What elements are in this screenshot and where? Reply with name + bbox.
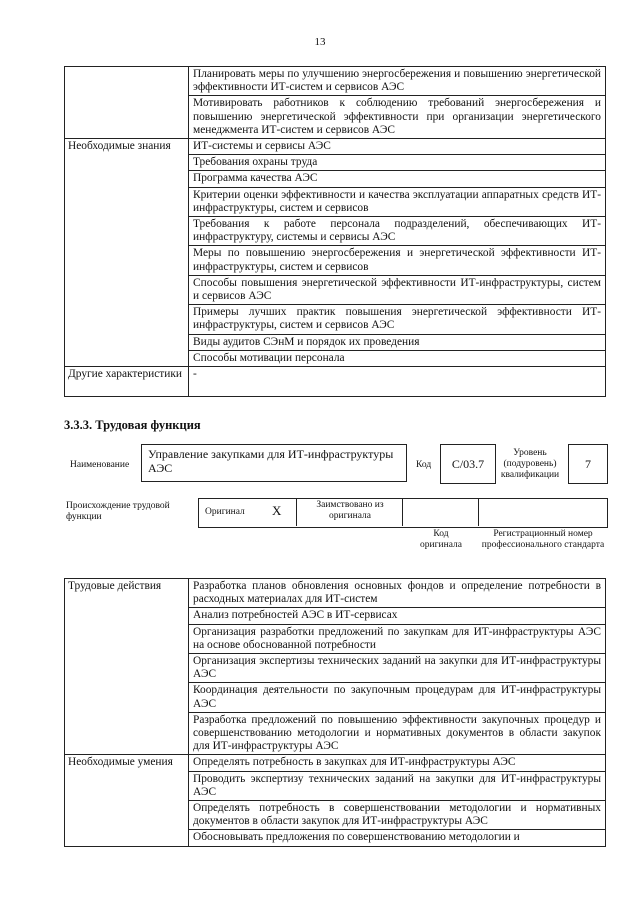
table-row xyxy=(65,755,606,771)
origin-label: Происхождение трудовой функции xyxy=(66,501,170,522)
row-text: ИТ-системы и сервисы АЭС xyxy=(189,139,606,155)
actions-table xyxy=(64,578,606,847)
code-original-caption: Код оригинала xyxy=(420,529,462,550)
divider xyxy=(402,498,403,526)
function-code: C/03.7 xyxy=(440,444,496,484)
origin-box xyxy=(198,498,608,528)
row-text: Меры по повышению энергосбережения и энергетической эффективности ИТ-инфраструктуры, систем и сервисов xyxy=(189,246,606,275)
knowledge-table xyxy=(64,66,606,397)
function-name: Управление закупками для ИТ-инфраструктуры АЭС xyxy=(141,444,407,482)
table-row xyxy=(65,67,606,96)
row-text: Мотивировать работников к соблюдению требований энергосбережения и повышению энергетической эффективности при организации энергетического менеджмента ИТ-систем и сервисов АЭС xyxy=(189,96,606,139)
divider xyxy=(478,498,479,526)
reg-number-caption: Регистрационный номер профессионального стандарта xyxy=(481,529,605,550)
row-text: Разработка предложений по повышению эффективности закупочных процедур и совершенствованию методологии и нормативных документов в области закупок для ИТ-инфраструктуры АЭС xyxy=(189,712,606,755)
row-text: Проводить экспертизу технических заданий на закупки для ИТ-инфраструктуры АЭС xyxy=(189,771,606,800)
row-text: Организация экспертизы технических заданий на закупки для ИТ-инфраструктуры АЭС xyxy=(189,654,606,683)
row-label-other: Другие характеристики xyxy=(65,367,189,397)
row-text: Анализ потребностей АЭС в ИТ-сервисах xyxy=(189,608,606,624)
table-row xyxy=(65,139,606,155)
table-row xyxy=(65,367,606,397)
row-label-skills: Необходимые умения xyxy=(65,755,189,846)
row-text: - xyxy=(189,367,606,397)
row-label-empty xyxy=(65,67,189,139)
row-text: Способы мотивации персонала xyxy=(189,350,606,366)
row-text: Требования охраны труда xyxy=(189,155,606,171)
row-text: Организация разработки предложений по закупкам для ИТ-инфраструктуры АЭС на основе обоснованной потребности xyxy=(189,624,606,653)
level-value: 7 xyxy=(568,444,608,484)
table-row xyxy=(65,579,606,608)
original-label: Оригинал xyxy=(205,507,245,517)
row-text: Координация деятельности по закупочным процедурам для ИТ-инфраструктуры АЭС xyxy=(189,683,606,712)
level-label: Уровень (подуровень) квалификации xyxy=(500,448,560,480)
row-text: Определять потребность в закупках для ИТ-инфраструктуры АЭС xyxy=(189,755,606,771)
row-text: Примеры лучших практик повышения энергетической эффективности ИТ-инфраструктуры, систем и сервисов АЭС xyxy=(189,305,606,334)
row-text: Критерии оценки эффективности и качества эксплуатации аппаратных средств ИТ-инфраструктуры, систем и сервисов xyxy=(189,187,606,216)
row-text: Виды аудитов СЭнМ и порядок их проведения xyxy=(189,334,606,350)
name-label: Наименование xyxy=(70,460,130,470)
row-label-knowledge: Необходимые знания xyxy=(65,139,189,367)
row-text: Требования к работе персонала подразделений, обеспечивающих ИТ-инфраструктуру, системы и сервисы АЭС xyxy=(189,217,606,246)
row-text: Определять потребность в совершенствовании методологии и нормативных документов в области закупок для ИТ-инфраструктуры АЭС xyxy=(189,801,606,830)
row-text: Программа качества АЭС xyxy=(189,171,606,187)
code-label: Код xyxy=(416,460,432,470)
divider xyxy=(296,498,297,526)
page-number: 13 xyxy=(314,36,326,48)
borrowed-label: Заимствовано из оригинала xyxy=(316,500,384,521)
section-heading: 3.3.3. Трудовая функция xyxy=(64,418,201,432)
row-label-actions: Трудовые действия xyxy=(65,579,189,755)
row-text: Способы повышения энергетической эффективности ИТ-инфраструктуры, систем и сервисов АЭС xyxy=(189,275,606,304)
row-text: Разработка планов обновления основных фондов и определение потребности в расходных материалах для ИТ-систем xyxy=(189,579,606,608)
row-text: Обосновывать предложения по совершенствованию методологии и xyxy=(189,830,606,846)
row-text: Планировать меры по улучшению энергосбережения и повышению энергетической эффективности ИТ-систем и сервисов АЭС xyxy=(189,67,606,96)
original-mark: X xyxy=(272,503,282,518)
